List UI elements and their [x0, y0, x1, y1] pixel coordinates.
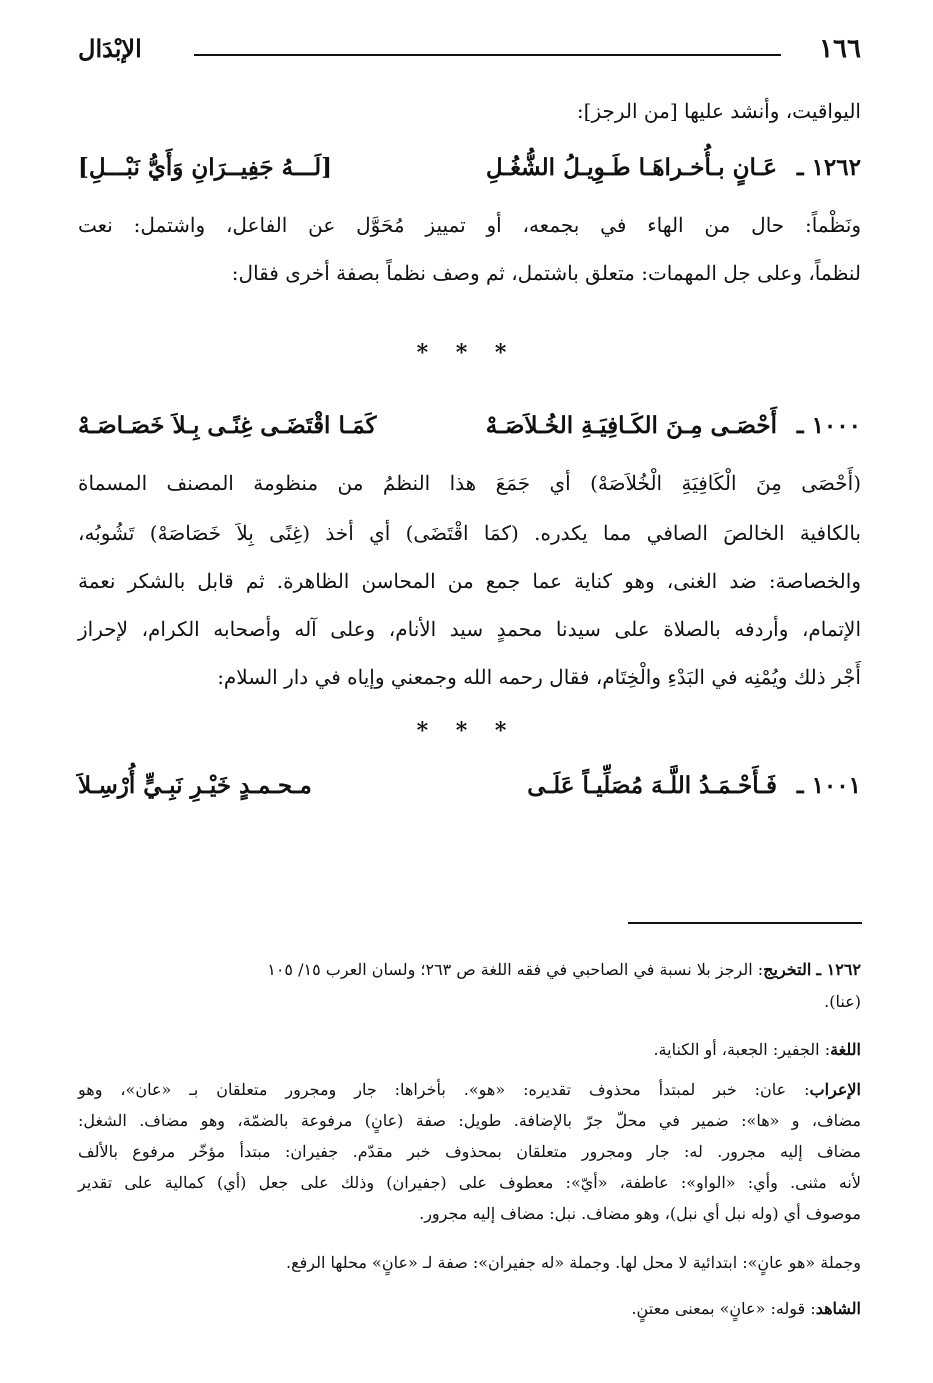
verse-number: ١٠٠١ ـ [796, 772, 861, 799]
verse-1262 [78, 146, 861, 190]
verse-number: ١٢٦٢ ـ [796, 154, 861, 181]
lugha-text: : الجفير: الجعبة، أو الكناية. [653, 1040, 831, 1059]
paragraph-line: بالكافية الخالصَ الصافي مما يكدره. (كمَا اقْتَضَى) أي أخذ (غِنًى بِلاَ خَصَاصَهْ) تَشُوبُه، [78, 521, 861, 545]
footnote-takhrij [78, 955, 861, 985]
page-number: ١٦٦ [819, 34, 861, 64]
section-separator: * * * [416, 718, 517, 744]
footnote-number: ١٢٦٢ ـ [816, 960, 861, 979]
footnote-irab-line: مضاف، و «ها»: ضمير في محلّ جرّ بالإضافة. طويل: صفة (عانٍ) مرفوعة بالضمّة، وهو مضاف. الشغل: [78, 1111, 861, 1130]
verse-1001 [78, 764, 861, 808]
footnote-irab-line: موصوف أي (وله نبل أي نبل)، وهو مضاف. نبل: مضاف إليه مجرور. [419, 1204, 861, 1223]
footnote-irab [78, 1075, 861, 1105]
paragraph-line: الإتمام، وأردفه بالصلاة على سيدنا محمدٍ سيد الأنام، وعلى آله وأصحابه الكرام، لإحراز [78, 617, 861, 641]
shahid-text: : قوله: «عانٍ» بمعنى معتنٍ. [631, 1299, 816, 1318]
intro-line: اليواقيت، وأنشد عليها [من الرجز]: [576, 99, 861, 123]
footnote-takhrij-cont: (عنا). [824, 992, 861, 1011]
footnote-shahid [78, 1294, 861, 1324]
verse-second-hemistich: كَمَـا اقْتَضَـى غِنًـى بِـلاَ خَصَـاصَـهْ [78, 412, 377, 439]
verse-first-hemistich: عَـانٍ بـأُخـراهَـا طَـوِيـلُ الشُّغُـلِ [485, 154, 777, 181]
footnote-lugha [78, 1035, 861, 1065]
paragraph-line: ونَظْماً: حال من الهاء في بجمعه، أو تمييز مُحَوَّل عن الفاعل، واشتمل: نعت [78, 213, 861, 237]
footnote-rule [628, 922, 862, 924]
verse-second-hemistich: مـحـمـدٍ خَيْـرِ نَبِـيٍّ أُرْسِـلاَ [78, 772, 312, 799]
verse-1000 [78, 404, 861, 448]
shahid-label: الشاهد [815, 1299, 861, 1318]
section-separator: * * * [416, 340, 517, 366]
verse-second-hemistich: [لَـــهُ جَفِيــرَانِ وَأَيُّ نَبْـــلِ] [78, 154, 333, 181]
lugha-label: اللغة [830, 1040, 861, 1059]
chapter-title: الإبْدَال [78, 34, 142, 63]
takhrij-label: التخريج [763, 960, 812, 979]
paragraph-line: (أَحْصَى مِنَ الْكَافِيَةِ الْخُلاَصَهْ) أي جَمَعَ هذا النظمُ من منظومة المصنف المسماة [78, 471, 861, 495]
paragraph-line: والخصاصة: ضد الغنى، وهو كناية عما جمع من المحاسن الظاهرة. ثم قابل بالشكر نعمة [78, 569, 861, 593]
footnote-irab-line: لأنه مثنى. وأي: «الواو»: عاطفة، «أيّ»: معطوف على (جفيران) وذلك على جعل (أي) كمالية على تقدير [78, 1173, 861, 1192]
footnote-irab-line: مضاف إليه مجرور. له: جار ومجرور متعلقان بمحذوف خبر مقدّم. جفيران: مبتدأ مؤخّر مرفوع بالألف [78, 1142, 862, 1161]
takhrij-text: : الرجز بلا نسبة في الصاحبي في فقه اللغة ص ٢٦٣؛ ولسان العرب ١٥/ ١٠٥ [267, 960, 764, 979]
verse-first-hemistich: أَحْصَـى مِـنَ الكَـافِيَـةِ الخُـلاَصَـهْ [485, 412, 777, 439]
footnote-jumla: وجملة «هو عانٍ»: ابتدائية لا محل لها. وجملة «له جفيران»: صفة لـ «عانٍ» محلها الرفع. [286, 1253, 861, 1272]
irab-text: : عان: خبر لمبتدأ محذوف تقديره: «هو». بأخراها: جار ومجرور متعلقان بـ «عان»، وهو [78, 1080, 810, 1099]
verse-number: ١٠٠٠ ـ [796, 412, 861, 439]
page-header [78, 34, 861, 74]
paragraph-line: لنظماً، وعلى جل المهمات: متعلق باشتمل، ثم وصف نظماً بصفة أخرى فقال: [231, 261, 861, 285]
header-rule [194, 54, 781, 56]
irab-label: الإعراب [809, 1080, 861, 1099]
verse-first-hemistich: فَـأَحْـمَـدُ اللَّـهَ مُصَلِّيـاً عَلَـى [527, 772, 777, 799]
paragraph-line: أَجْر ذلك ويُمْنِه في البَدْءِ والْخِتَام، فقال رحمه الله وجمعني وإياه في دار السلام: [217, 665, 861, 689]
